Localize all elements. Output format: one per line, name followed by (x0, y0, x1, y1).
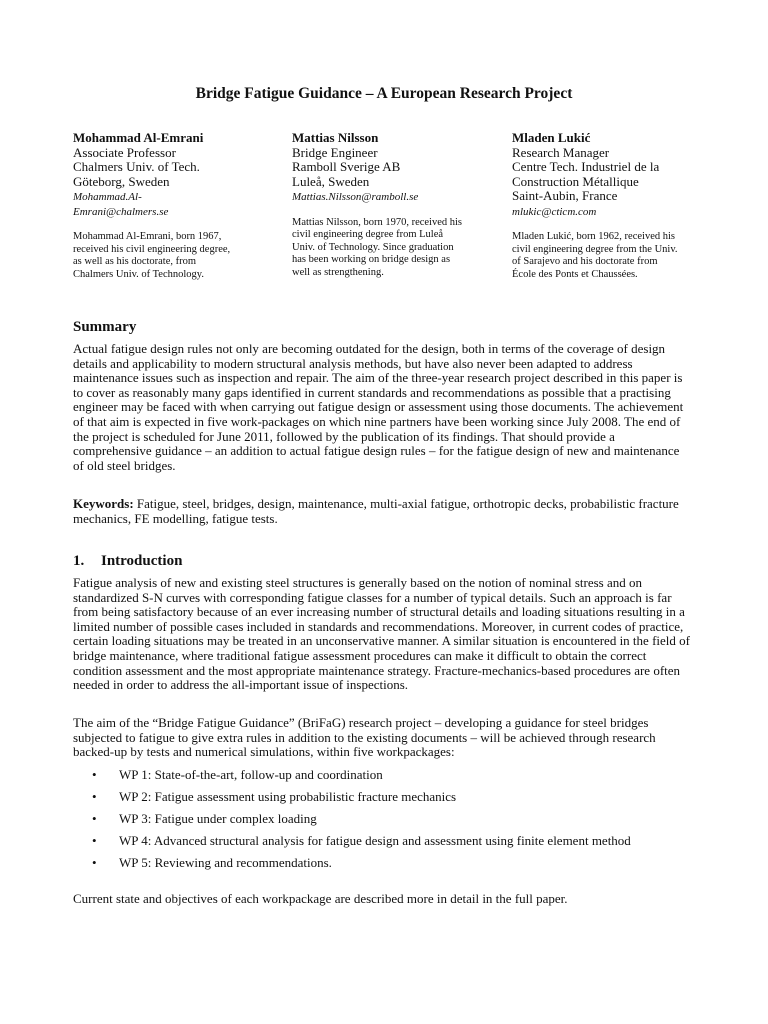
summary-text: Actual fatigue design rules not only are becoming outdated for the design, both in terms of the coverage of design details and applicability to modern structural analysis methods, but have also never been adapted to address maintenance issues such as inspection and repair. The aim of the three-year research project described in this paper is to cover as reasonably many gaps identified in current standards and recommendations as possible that a practising engineer may be faced with when carrying out fatigue design or assessment using those documents. The achievement of that aim is expected in five work-packages on which nine partners have been working since July 2008. The end of the project is scheduled for June 2011, followed by the publication of its findings. That should provide a comprehensive guidance – an addition to actual fatigue design rules – for the fatigue design of new and maintenance of old steel bridges. (73, 341, 684, 473)
bullet-icon: • (92, 833, 97, 849)
author-bio: Mladen Lukić, born 1962, received his civil engineering degree from the Univ. of Sarajevo and his doctorate from École des Ponts et Chaussées. (512, 231, 678, 280)
author-location: Göteborg, Sweden (73, 173, 170, 189)
author-block-2 (292, 131, 492, 279)
author-name: Mladen Lukić (512, 130, 591, 145)
author-email: mlukic@cticm.com (512, 205, 597, 218)
keywords-label: Keywords: (73, 496, 134, 511)
keywords (73, 497, 693, 526)
paper-title: Bridge Fatigue Guidance – A European Research Project (195, 85, 573, 102)
author-bio: Mohammad Al-Emrani, born 1967, received his civil engineering degree, as well as his doctorate, from Chalmers Univ. of Technology. (73, 231, 231, 280)
author-email: Mattias.Nilsson@ramboll.se (292, 191, 419, 203)
section-title: Introduction (101, 553, 183, 569)
author-bio: Mattias Nilsson, born 1970, received his civil engineering degree from Luleå Univ. of Technology. Since graduation has been working on bridge design as well as strengthening. (292, 216, 463, 278)
list-item-text: WP 1: State-of-the-art, follow-up and coordination (119, 767, 383, 782)
bullet-icon: • (92, 855, 97, 871)
author-block-3 (512, 131, 712, 281)
author-affiliation: Centre Tech. Industriel de la Construction Métallique (512, 159, 660, 189)
list-item-text: WP 5: Reviewing and recommendations. (119, 855, 332, 871)
author-role: Bridge Engineer (292, 144, 378, 160)
author-name: Mohammad Al-Emrani (73, 130, 204, 145)
author-location: Saint-Aubin, France (512, 188, 618, 203)
list-item (73, 834, 693, 849)
bullet-icon: • (92, 789, 97, 805)
list-item (73, 856, 693, 871)
author-role: Associate Professor (73, 144, 176, 160)
author-email: Mohammad.Al-Emrani@chalmers.se (73, 191, 169, 218)
section-number: 1. (73, 553, 85, 569)
introduction-paragraph-2: The aim of the “Bridge Fatigue Guidance” (BriFaG) research project – developing a guidance for steel bridges subjected to fatigue to give extra rules in addition to the existing documents – will be achieved through research backed-up by tests and numerical simulations, within five workpackages: (73, 715, 656, 760)
list-item (73, 790, 693, 805)
bullet-icon: • (92, 767, 97, 782)
list-item-text: WP 3: Fatigue under complex loading (119, 811, 317, 827)
introduction-heading (73, 553, 182, 570)
author-location: Luleå, Sweden (292, 173, 370, 189)
author-name: Mattias Nilsson (292, 130, 379, 145)
summary-heading: Summary (73, 319, 137, 335)
list-item (73, 768, 693, 783)
keywords-text: Fatigue, steel, bridges, design, maintenance, multi-axial fatigue, orthotropic decks, probabilistic fracture mechanics, FE modelling, fatigue tests. (73, 496, 679, 526)
author-affiliation: Ramboll Sverige AB (292, 159, 401, 174)
workpackage-list (73, 768, 693, 878)
closing-paragraph: Current state and objectives of each workpackage are described more in detail in the full paper. (73, 891, 568, 906)
author-affiliation: Chalmers Univ. of Tech. (73, 159, 200, 174)
author-block-1 (73, 131, 273, 281)
list-item-text: WP 2: Fatigue assessment using probabilistic fracture mechanics (119, 789, 457, 805)
bullet-icon: • (92, 811, 97, 827)
list-item (73, 812, 693, 827)
introduction-paragraph-1: Fatigue analysis of new and existing steel structures is generally based on the notion of nominal stress and on standardized S-N curves with corresponding fatigue classes for a number of typical details. Such an approach is far from being satisfactory because of an ever increasing number of structural details and loading situations resulting in a limited number of possible cases included in standards and recommendations. Moreover, in current codes of practice, certain loading situations may be treated in an unconservative manner. A similar situation is encountered in the field of bridge maintenance, where traditional fatigue assessment procedures can make it difficult to obtain the correct condition assessment and the most appropriate maintenance strategy. Fracture-mechanics-based procedures are often needed in order to address the all-important issue of inspections. (73, 575, 690, 693)
author-role: Research Manager (512, 144, 610, 160)
list-item-text: WP 4: Advanced structural analysis for fatigue design and assessment using finite element method (119, 833, 631, 849)
